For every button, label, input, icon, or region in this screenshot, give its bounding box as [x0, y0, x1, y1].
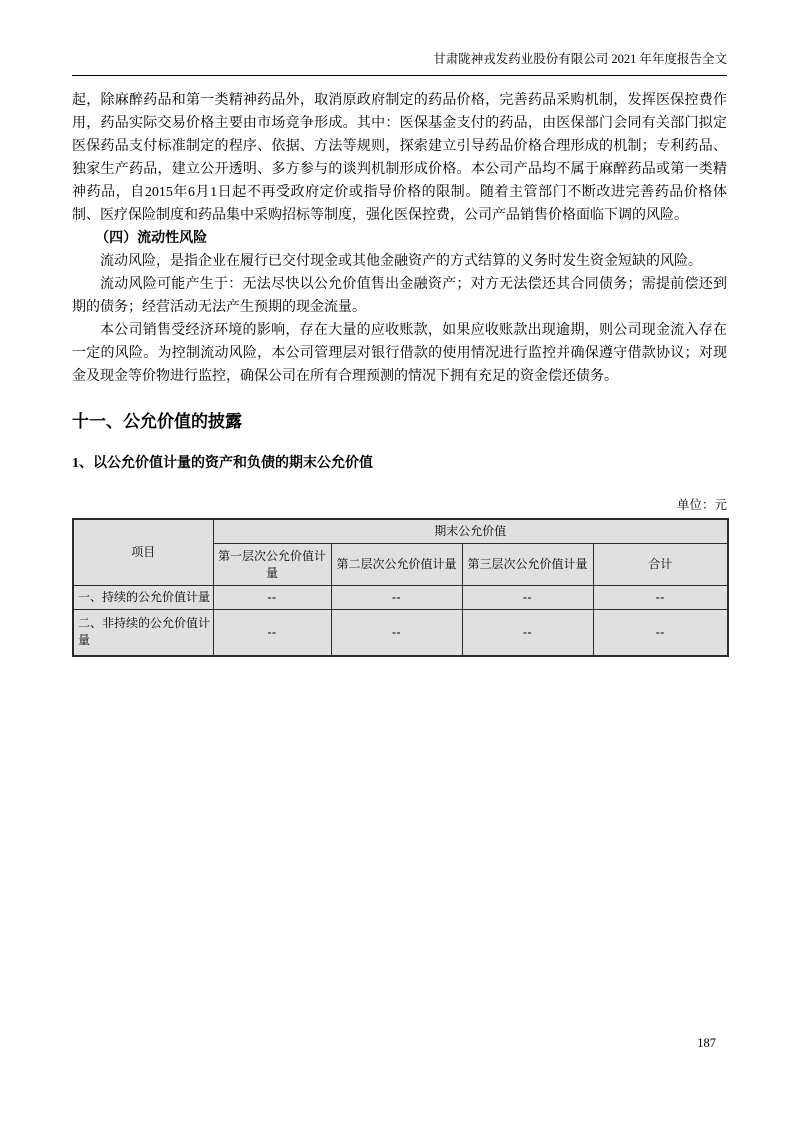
page-number: 187: [697, 1036, 716, 1050]
page-content: [72, 50, 727, 657]
cell-noncontinuous-total: --: [593, 610, 728, 656]
table-header-level2: 第二层次公允价值计量: [331, 544, 462, 586]
cell-continuous-level2: --: [331, 586, 462, 610]
row-label-noncontinuous: 二、非持续的公允价值计量: [73, 610, 213, 656]
table-row-continuous: [73, 586, 728, 610]
section-heading-fair-value: 十一、公允价值的披露: [72, 412, 242, 431]
table-header-total: 合计: [593, 544, 728, 586]
subsection-heading-fair-value-assets: 1、以公允价值计量的资产和负债的期末公允价值: [72, 456, 373, 471]
paragraph-liquidity-control: 本公司销售受经济环境的影响，存在大量的应收账款，如果应收账款出现逾期，则公司现金流入存在一定的风险。为控制流动风险，本公司管理层对银行借款的使用情况进行监控并确保遵守借款协议；对现金及现金等价物进行监控，确保公司在所有合理预测的情况下拥有充足的资金偿还债务。: [72, 323, 727, 384]
table-header-period-fair-value: 期末公允价值: [213, 519, 728, 544]
paragraph-liquidity-sources: 流动风险可能产生于：无法尽快以公允价值售出金融资产；对方无法偿还其合同债务；需提前偿还到期的债务；经营活动无法产生预期的现金流量。: [72, 277, 727, 315]
table-header-group-row: [73, 519, 728, 544]
cell-noncontinuous-level3: --: [462, 610, 593, 656]
cell-noncontinuous-level1: --: [213, 610, 331, 656]
unit-label: 单位：元: [676, 498, 727, 512]
fair-value-table: [72, 518, 729, 657]
liquidity-risk-heading: （四）流动性风险: [95, 231, 208, 246]
cell-continuous-level1: --: [213, 586, 331, 610]
table-row-noncontinuous: [73, 610, 728, 656]
cell-continuous-level3: --: [462, 586, 593, 610]
paragraph-liquidity-definition: 流动风险，是指企业在履行已交付现金或其他金融资产的方式结算的义务时发生资金短缺的风险。: [100, 254, 702, 269]
row-label-continuous: 一、持续的公允价值计量: [73, 586, 213, 610]
paragraph-price-policy: 起，除麻醉药品和第一类精神药品外，取消原政府制定的药品价格，完善药品采购机制，发挥医保控费作用，药品实际交易价格主要由市场竞争形成。其中：医保基金支付的药品，由医保部门会同有关部门拟定医保药品支付标准制定的程序、依据、方法等规则，探索建立引导药品价格合理形成的机制；专利药品、独家生产药品，建立公开透明、多方参与的谈判机制形成价格。本公司产品均不属于麻醉药品或第一类精神药品，自2015年6月1日起不再受政府定价或指导价格的限制。随着主管部门不断改进完善药品价格体制、医疗保险制度和药品集中采购招标等制度，强化医保控费，公司产品销售价格面临下调的风险。: [72, 93, 727, 223]
table-header-item: 项目: [73, 519, 213, 586]
table-header-level1: 第一层次公允价值计量: [213, 544, 331, 586]
cell-noncontinuous-level2: --: [331, 610, 462, 656]
cell-continuous-total: --: [593, 586, 728, 610]
page-header-title: 甘肃陇神戎发药业股份有限公司 2021 年年度报告全文: [72, 50, 727, 76]
table-header-level3: 第三层次公允价值计量: [462, 544, 593, 586]
